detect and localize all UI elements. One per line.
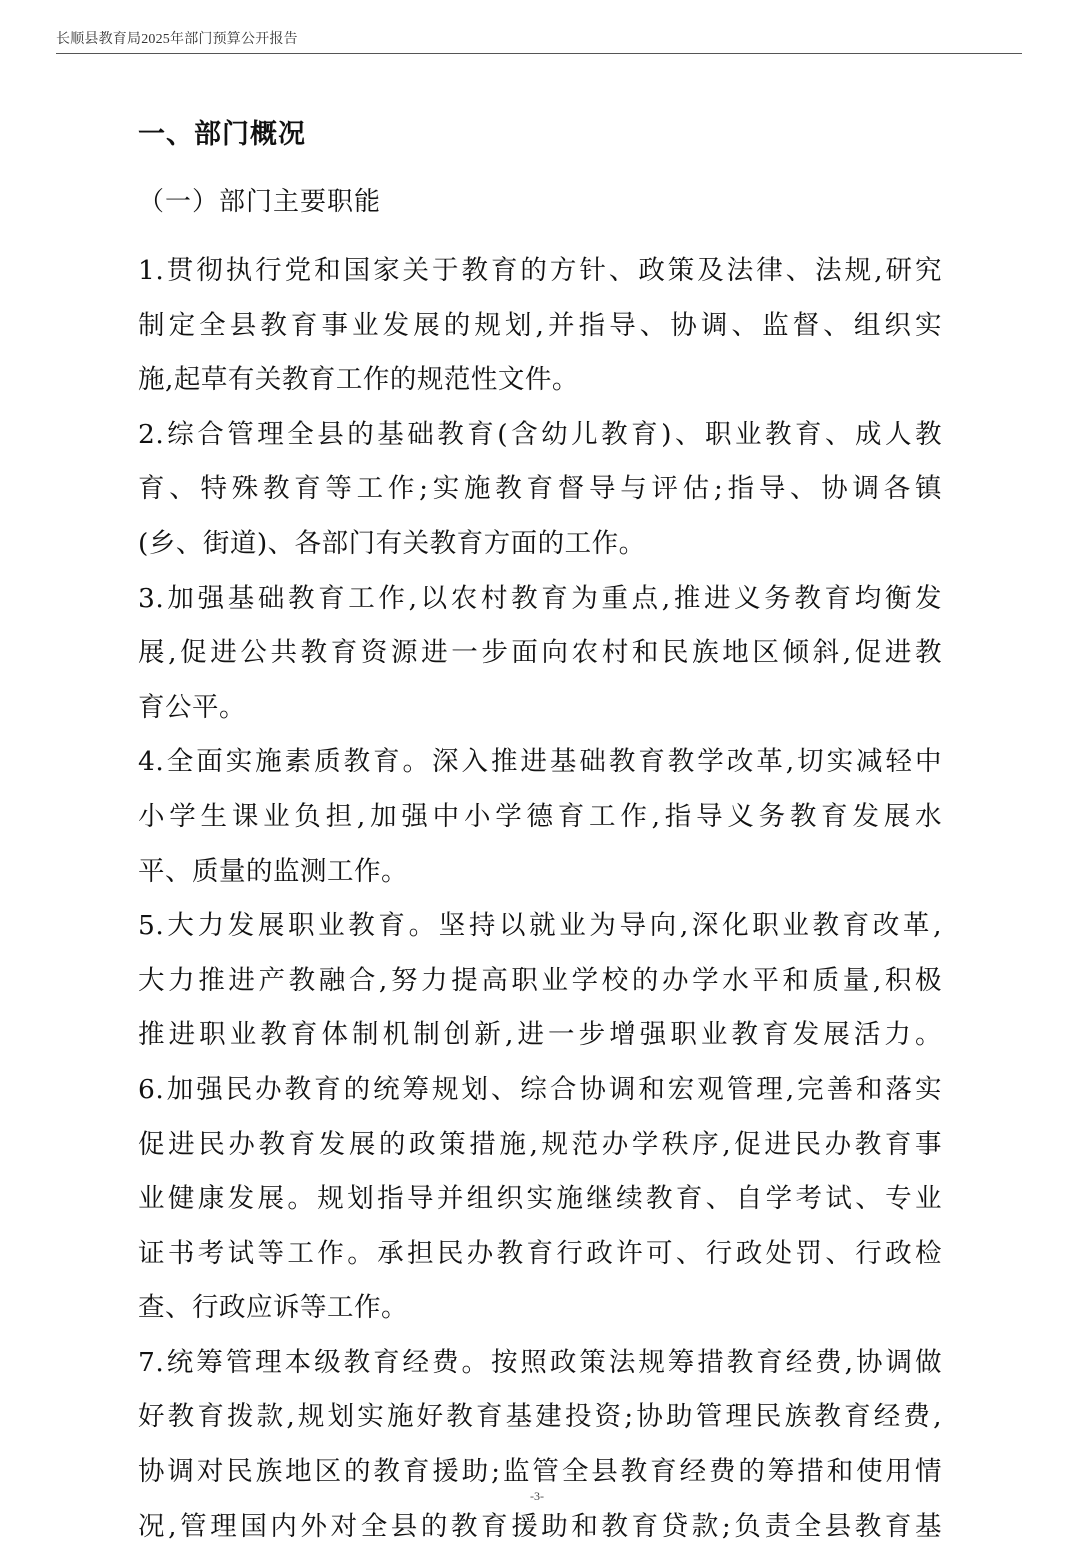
text-line: 育、特殊教育等工作;实施教育督导与评估;指导、协调各镇: [138, 473, 942, 505]
text-line: 5.大力发展职业教育。坚持以就业为导向,深化职业教育改革,: [138, 910, 942, 942]
paragraph-5: [138, 903, 942, 1067]
text-line: 6.加强民办教育的统筹规划、综合协调和宏观管理,完善和落实: [138, 1073, 942, 1105]
paragraph-3: [138, 576, 942, 740]
text-line: 3.加强基础教育工作,以农村教育为重点,推进义务教育均衡发: [138, 582, 942, 614]
text-line: 4.全面实施素质教育。深入推进基础教育教学改革,切实减轻中: [138, 746, 942, 778]
text-line: 制定全县教育事业发展的规划,并指导、协调、监督、组织实: [138, 309, 942, 341]
text-line: (乡、街道)、各部门有关教育方面的工作。: [138, 527, 646, 559]
paragraph-2: [138, 412, 942, 576]
body-text: [138, 248, 942, 1558]
paragraph-4: [138, 739, 942, 903]
paragraph-6: [138, 1067, 942, 1340]
text-line: 1.贯彻执行党和国家关于教育的方针、政策及法律、法规,研究: [138, 255, 942, 286]
page-number: -3-: [530, 1489, 544, 1503]
text-line: 推进职业教育体制机制创新,进一步增强职业教育发展活力。: [138, 1019, 942, 1051]
text-line: 2.综合管理全县的基础教育(含幼儿教育)、职业教育、成人教: [138, 418, 942, 450]
text-line: 平、质量的监测工作。: [138, 855, 408, 887]
text-line: 小学生课业负担,加强中小学德育工作,指导义务教育发展水: [138, 800, 942, 832]
text-line: 7.统筹管理本级教育经费。按照政策法规筹措教育经费,协调做: [138, 1346, 942, 1378]
text-line: 好教育拨款,规划实施好教育基建投资;协助管理民族教育经费,: [138, 1401, 942, 1433]
text-line: 施,起草有关教育工作的规范性文件。: [138, 364, 579, 396]
text-line: 大力推进产教融合,努力提高职业学校的办学水平和质量,积极: [138, 964, 942, 996]
running-header-title: 长顺县教育局2025年部门预算公开报告: [56, 32, 298, 47]
subsection-heading: （一）部门主要职能: [138, 187, 382, 217]
paragraph-1: [138, 248, 942, 412]
text-line: 况,管理国内外对全县的教育援助和教育贷款;负责全县教育基: [138, 1510, 942, 1542]
header-divider: [56, 53, 1022, 54]
text-line: 展,促进公共教育资源进一步面向农村和民族地区倾斜,促进教: [138, 637, 942, 669]
text-line: 促进民办教育发展的政策措施,规范办学秩序,促进民办教育事: [138, 1128, 942, 1160]
text-line: 业健康发展。规划指导并组织实施继续教育、自学考试、专业: [138, 1183, 942, 1215]
text-line: 证书考试等工作。承担民办教育行政许可、行政处罚、行政检: [138, 1237, 942, 1269]
paragraph-7: [138, 1340, 942, 1558]
section-heading: 一、部门概况: [138, 119, 306, 150]
text-line: 查、行政应诉等工作。: [138, 1292, 408, 1324]
text-line: 育公平。: [138, 691, 246, 723]
text-line: 协调对民族地区的教育援助;监管全县教育经费的筹措和使用情: [138, 1456, 942, 1488]
